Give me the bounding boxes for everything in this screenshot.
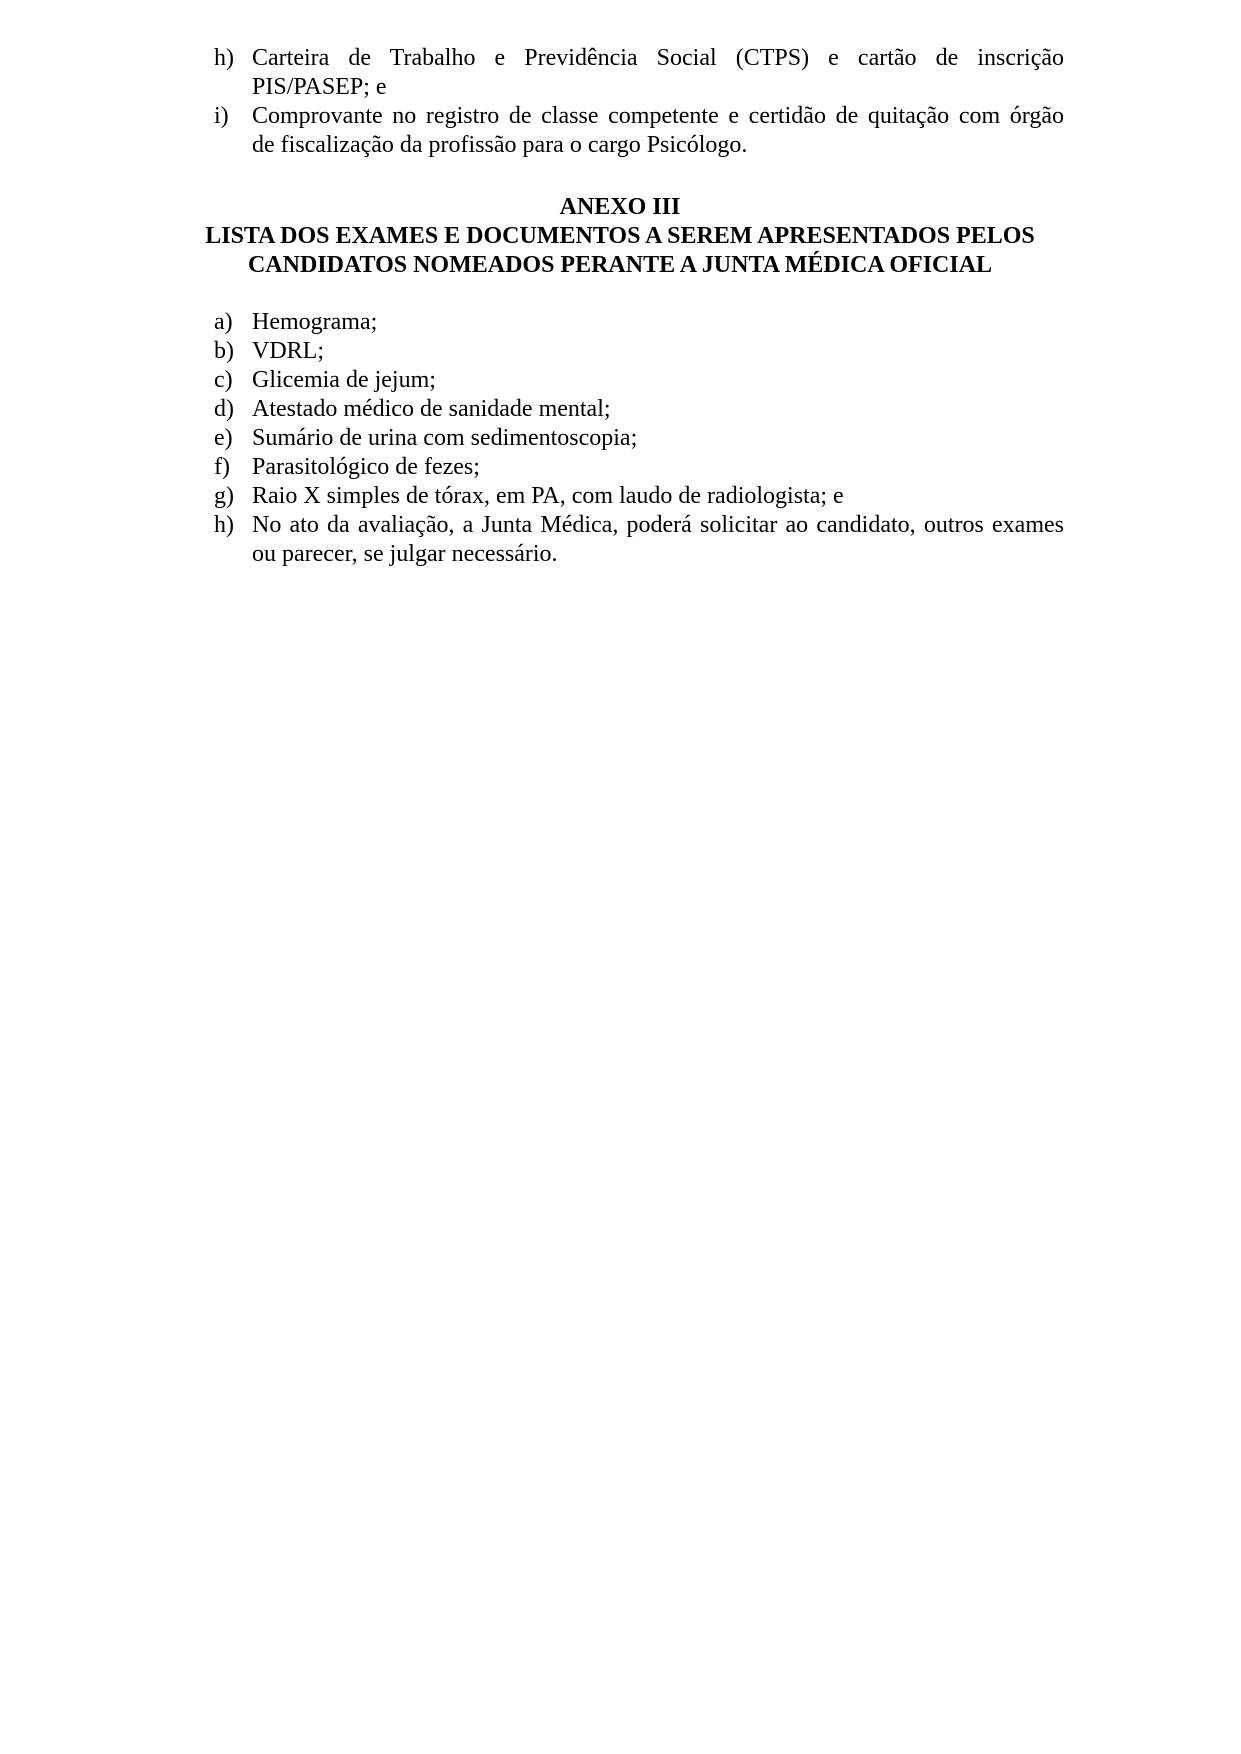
annex-subtitle-line: CANDIDATOS NOMEADOS PERANTE A JUNTA MÉDICA OFICIAL — [247, 252, 993, 278]
annex-subtitle-line: LISTA DOS EXAMES E DOCUMENTOS A SEREM APRESENTADOS PELOS — [205, 223, 1035, 249]
list-item-line: Atestado médico de sanidade mental; — [252, 396, 611, 422]
list-item-text — [252, 44, 1064, 102]
list-item-line: Parasitológico de fezes; — [252, 454, 480, 480]
list-item-line: Raio X simples de tórax, em PA, com laudo de radiologista; e — [252, 483, 844, 509]
annex-heading — [150, 193, 1090, 280]
list-marker: g) — [214, 483, 234, 509]
list-item — [214, 366, 1064, 395]
list-item — [214, 308, 1064, 337]
list-marker: c) — [214, 367, 233, 393]
list-marker: b) — [214, 338, 234, 364]
list-item — [214, 102, 1064, 160]
list-marker: e) — [214, 425, 233, 451]
list-item — [214, 511, 1064, 569]
list-marker: d) — [214, 396, 234, 422]
list-item-line: Glicemia de jejum; — [252, 367, 436, 393]
annex-title: ANEXO III — [559, 194, 681, 220]
list-item — [214, 395, 1064, 424]
list-item — [214, 453, 1064, 482]
list-marker: h) — [214, 512, 234, 538]
list-item-line: VDRL; — [252, 338, 324, 364]
continued-requirements-list — [214, 44, 1064, 160]
list-item — [214, 424, 1064, 453]
list-item-line: Comprovante no registro de classe competente e certidão de quitação com órgão — [252, 103, 1064, 129]
list-item-line: ou parecer, se julgar necessário. — [252, 541, 558, 567]
list-item-line: Carteira de Trabalho e Previdência Social (CTPS) e cartão de inscrição — [252, 45, 1064, 71]
list-item — [214, 482, 1064, 511]
list-item-line: PIS/PASEP; e — [252, 74, 387, 100]
list-item-line: No ato da avaliação, a Junta Médica, poderá solicitar ao candidato, outros exames — [252, 512, 1064, 538]
list-marker: a) — [214, 309, 233, 335]
list-item-line: Hemograma; — [252, 309, 378, 335]
exam-list — [214, 308, 1064, 569]
list-marker: h) — [214, 45, 234, 71]
list-item-text — [252, 511, 1064, 569]
list-item-text — [252, 102, 1064, 160]
list-item — [214, 337, 1064, 366]
list-marker: f) — [214, 454, 230, 480]
list-marker: i) — [214, 103, 229, 129]
list-item — [214, 44, 1064, 102]
list-item-line: Sumário de urina com sedimentoscopia; — [252, 425, 638, 451]
list-item-line: de fiscalização da profissão para o cargo Psicólogo. — [252, 132, 748, 158]
